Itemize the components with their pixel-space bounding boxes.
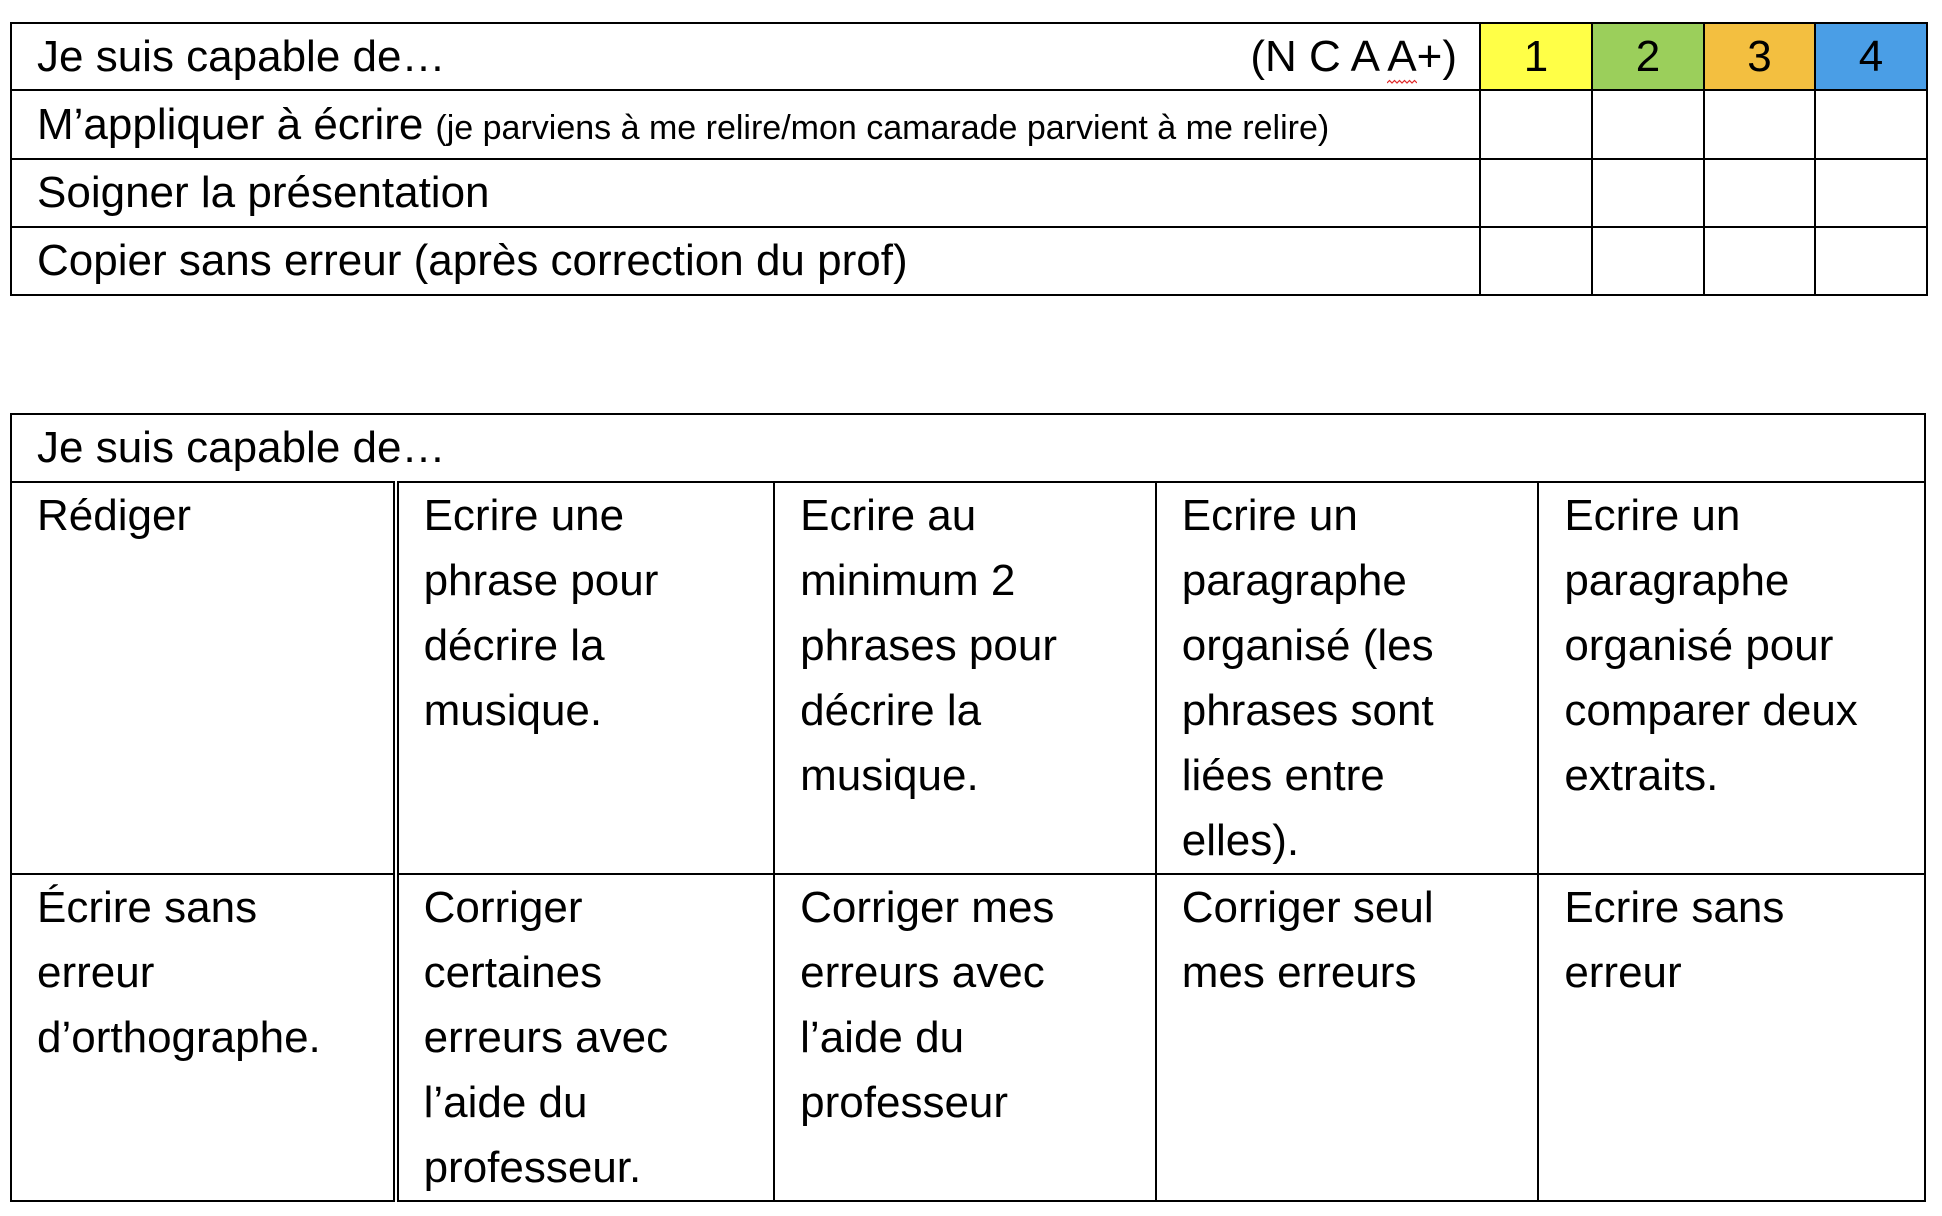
rating-cell — [1815, 159, 1927, 227]
rating-cell — [1815, 90, 1927, 159]
level-cell: Ecrire sans erreur — [1538, 874, 1925, 1201]
table-row — [11, 482, 1925, 874]
table1-header-row — [11, 23, 1927, 90]
skill-cell — [11, 90, 1480, 159]
table1-header-label: Je suis capable de… — [37, 31, 446, 81]
rating-cell — [1592, 90, 1704, 159]
grading-scale — [1250, 32, 1457, 82]
level-4-header: 4 — [1815, 23, 1927, 90]
level-3-header: 3 — [1704, 23, 1815, 90]
table1-header-label-cell — [11, 23, 1480, 90]
skill-label: Copier sans erreur (après correction du prof) — [37, 236, 908, 285]
level-2-header: 2 — [1592, 23, 1704, 90]
level-cell: Corriger seul mes erreurs — [1156, 874, 1539, 1201]
rating-cell — [1480, 159, 1592, 227]
table-row — [11, 227, 1927, 295]
level-1-header: 1 — [1480, 23, 1592, 90]
table2-header: Je suis capable de… — [11, 414, 1925, 482]
level-cell: Ecrire une phrase pour décrire la musique. — [396, 482, 775, 874]
level-cell: Ecrire un paragraphe organisé pour comparer deux extraits. — [1538, 482, 1925, 874]
skill-cell — [11, 159, 1480, 227]
level-cell: Ecrire au minimum 2 phrases pour décrire la musique. — [774, 482, 1156, 874]
rating-cell — [1592, 227, 1704, 295]
rating-cell — [1480, 90, 1592, 159]
level-cell: Corriger certaines erreurs avec l’aide du professeur. — [396, 874, 775, 1201]
level-cell: Corriger mes erreurs avec l’aide du professeur — [774, 874, 1156, 1201]
skills-rubric-table — [10, 413, 1926, 1202]
spellcheck-underline — [1387, 79, 1417, 85]
rating-cell — [1815, 227, 1927, 295]
skill-label: Soigner la présentation — [37, 168, 490, 217]
grading-scale-text: (N C A A+) — [1250, 31, 1457, 81]
table-row — [11, 159, 1927, 227]
skill-cell — [11, 227, 1480, 295]
rating-cell — [1704, 159, 1815, 227]
skill-cell: Écrire sans erreur d’orthographe. — [11, 874, 396, 1201]
rating-cell — [1480, 227, 1592, 295]
skill-label: M’appliquer à écrire — [37, 99, 424, 149]
level-cell: Ecrire un paragraphe organisé (les phrases sont liées entre elles). — [1156, 482, 1539, 874]
table2-header-row — [11, 414, 1925, 482]
skill-note: (je parviens à me relire/mon camarade parvient à me relire) — [435, 108, 1330, 147]
rating-cell — [1704, 90, 1815, 159]
table-row — [11, 874, 1925, 1201]
table-row — [11, 90, 1927, 159]
rating-cell — [1592, 159, 1704, 227]
skill-cell: Rédiger — [11, 482, 396, 874]
rating-cell — [1704, 227, 1815, 295]
self-assessment-table — [10, 22, 1928, 296]
